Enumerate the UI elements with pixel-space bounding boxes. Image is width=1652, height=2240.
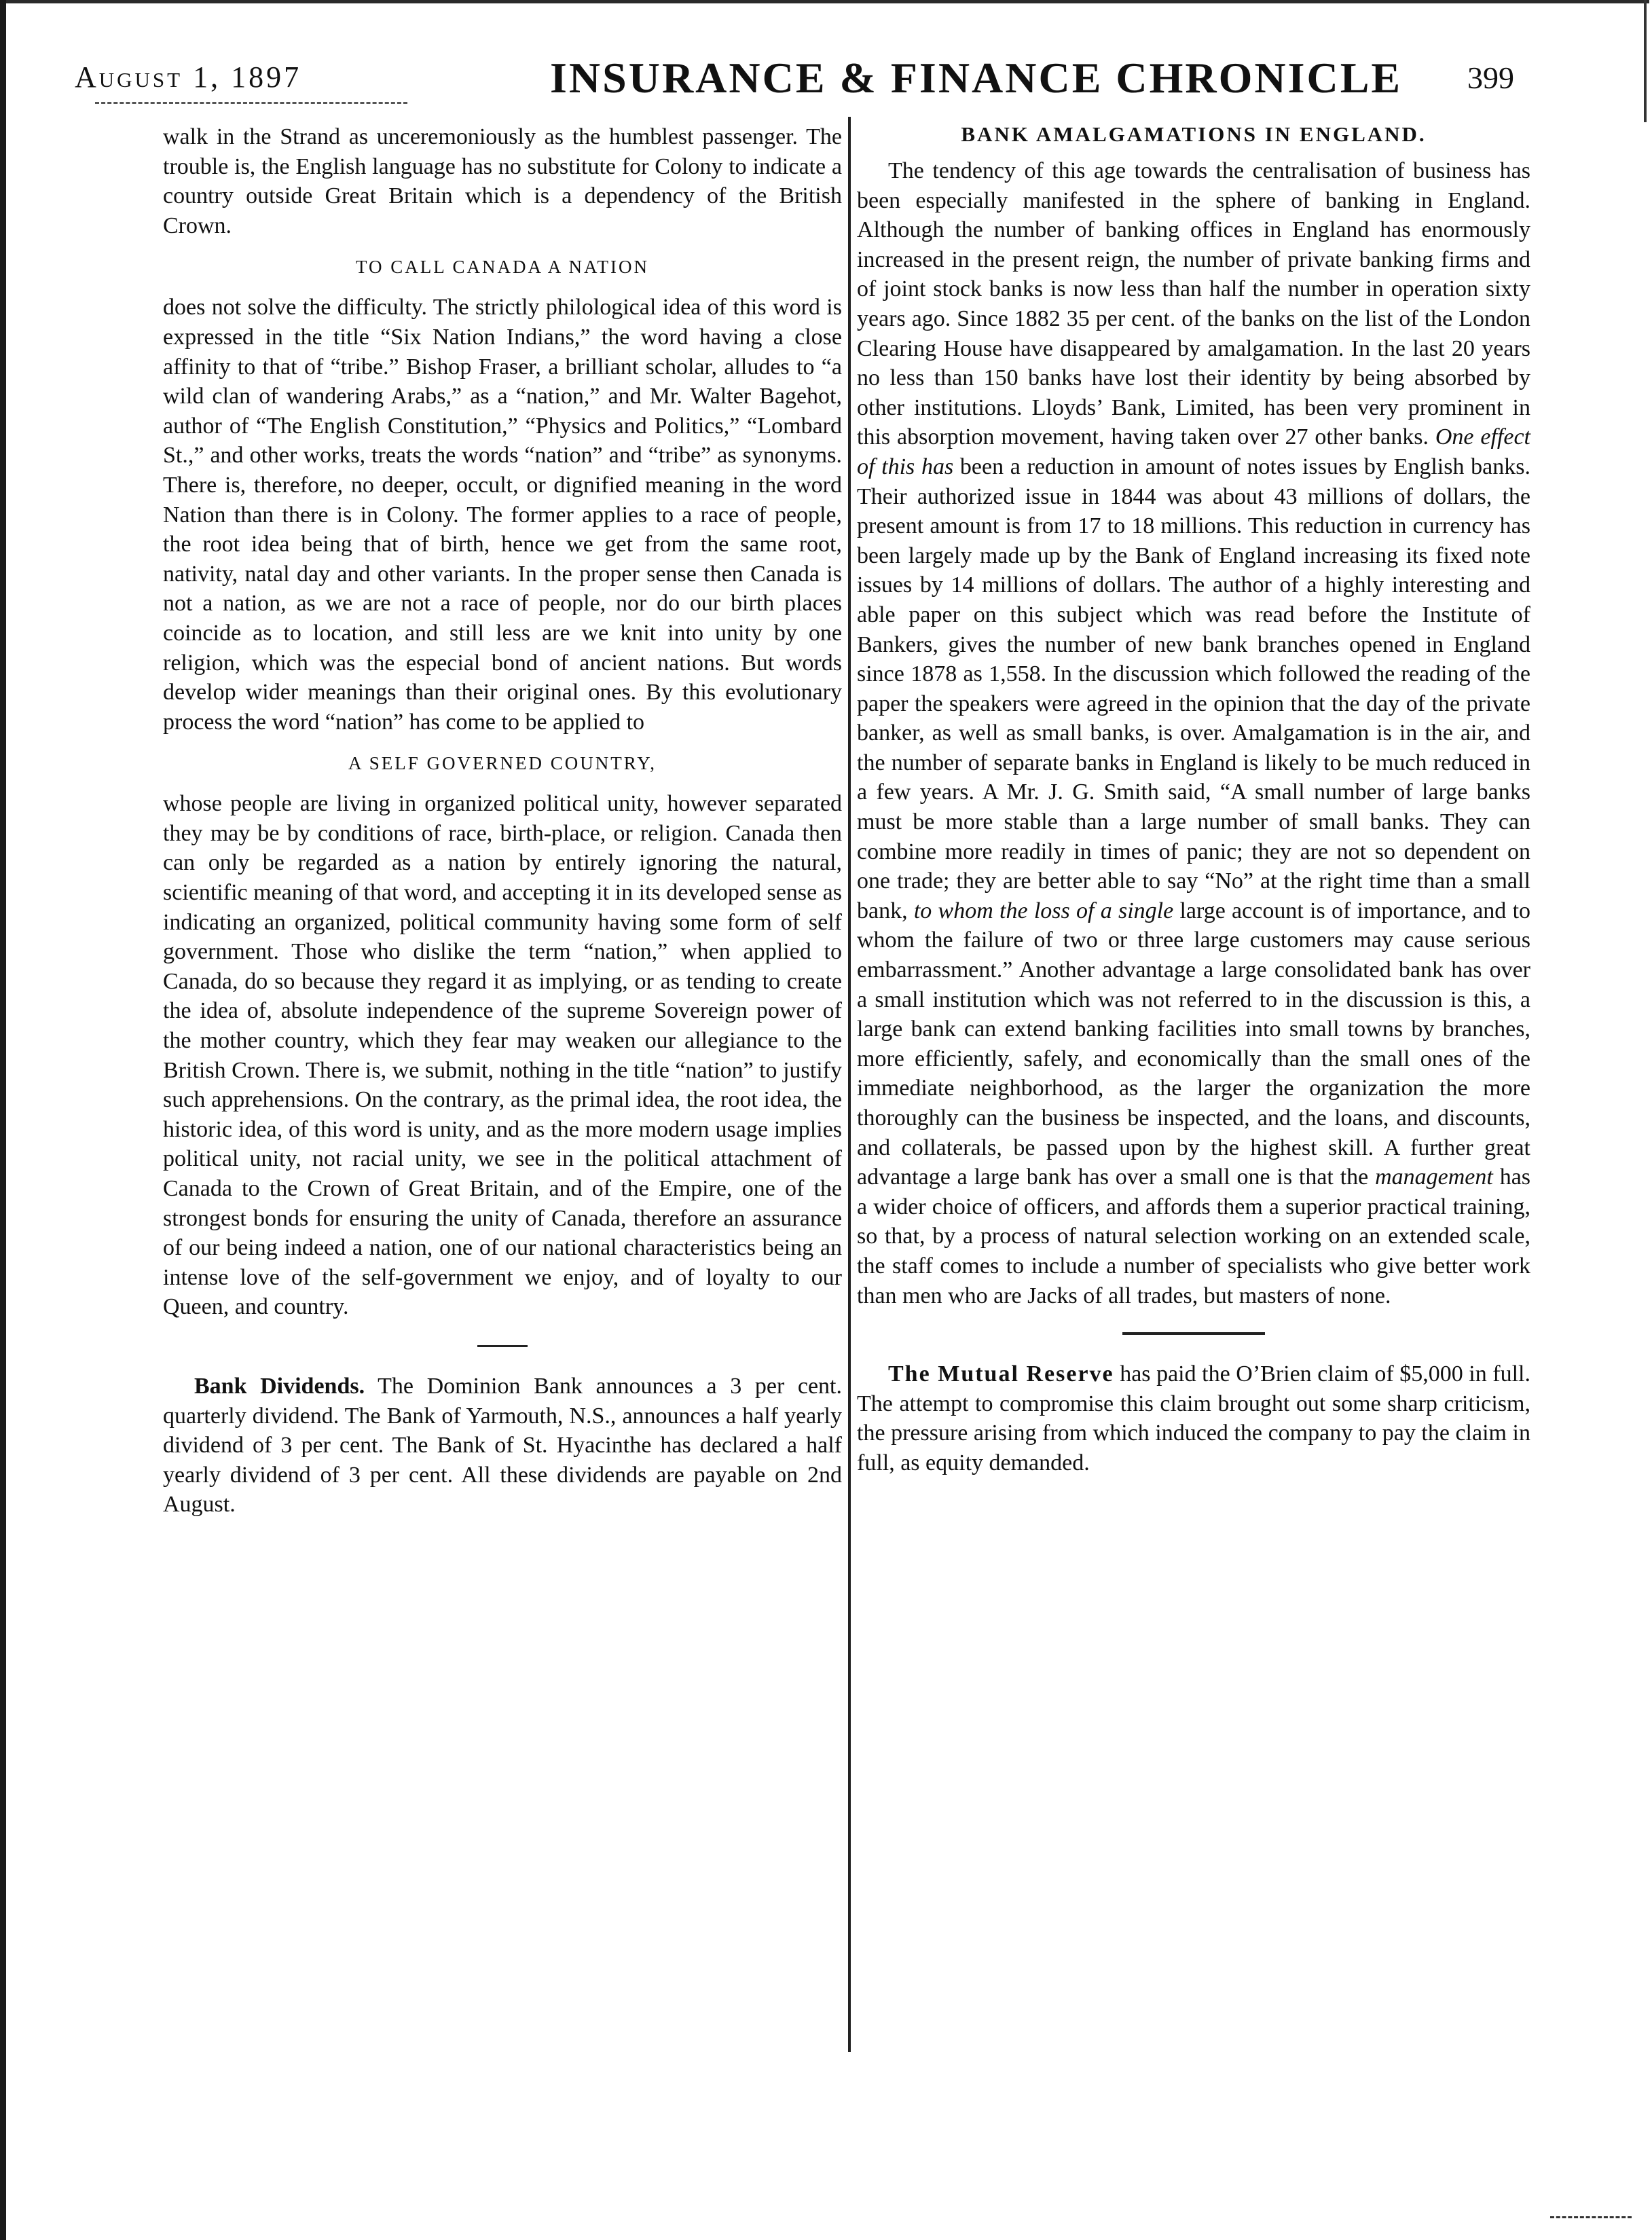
journal-title: INSURANCE & FINANCE CHRONICLE	[550, 54, 1403, 102]
section-rule-right	[1122, 1332, 1265, 1335]
subhead-self-governed: A SELF GOVERNED COUNTRY,	[348, 753, 657, 774]
scan-corner-mark	[1550, 2216, 1632, 2221]
issue-date: August 1, 1897	[75, 60, 302, 94]
nation-paragraph-3: whose people are living in organized political unity, however separated they may be by conditions of race, birth-place, or religion. Canada then can only be regarded as a nation by entirely ignoring the natural, scientific meaning of that word, and accepting it in its developed sense as indicating an organized, political community having some form of self government. Those who dislike the term “nation,” when applied to Canada, do so because they regard it as implying, or as tending to create the idea of, absolute independence of the supreme Sovereign power of the mother country, which they fear may weaken our allegiance to the British Crown. There is, we submit, nothing in the title “nation” to justify such apprehensions. On the contrary, as the primal idea, the root idea, the historic idea, of this word is unity, and as the more modern usage implies political unity, not racial unity, we see in the political attachment of Canada to the Crown of Great Britain, and of the Empire, one of the strongest bonds for ensuring the unity of Canada, therefore an assurance of our being indeed a nation, one of our national characteristics being an intense love of the self-government we enjoy, and of loyalty to our Queen, and country.	[163, 791, 842, 1320]
amalgamations-text-c: been a reduction in amount of notes issues by English banks. Their authorized issue in 1844 was about 43 millions of dollars, the present amount is from 17 to 18 millions. This reduction in currency has been largely made up by the Bank of England increasing its fixed note issues by 14 millions of dollars. The author of a highly interesting and able paper on this subject which was read before the Institute of Bankers, gives the number of new bank branches opened in England since 1878 as 1,558. In the discussion which followed the reading of the paper the speakers were agreed in the opinion that the day of the private banker, as well as small banks, is over. Amalgamation is in the air, and the number of separate banks in England is likely to be much reduced in a few years. A Mr. J. G. Smith said, “A small number of large banks must be more stable than a large number of small banks. They can combine more readily in times of panic; they are not so dependent on one trade; they are better able to say “No” at the right time than a small bank,	[857, 454, 1531, 923]
amalgamations-text-a: The tendency of this age towards the centralisation of business has been especially manifested in the sphere of banking in England. Although the number of banking offices in England has enormously increased in the present reign, the number of private banking firms and of joint stock banks is now less than half the number in operation sixty years ago. Since 1882 35 per cent. of the banks on the list of the London Clearing House have disappeared by amalgamation. In the last 20 years no less than 150 banks have lost their identity by being absorbed by other institutions. Lloyds’ Bank, Limited, has been very prominent in this absorption movement, having taken over 27 other banks.	[857, 158, 1530, 450]
amalgamations-text-g: has a wider choice of officers, and affords them a superior practical training, so that, by a process of natural selection working on an extended scale, the staff comes to include a number of specialists who give better work than men who are Jacks of all trades, but masters of none.	[857, 1164, 1531, 1308]
bank-dividends-paragraph	[163, 1372, 842, 1520]
amalgamations-italic-d: to whom the loss of a single	[913, 898, 1174, 923]
column-divider	[848, 117, 851, 2052]
section-rule	[477, 1345, 528, 1347]
amalgamations-paragraph	[857, 156, 1530, 1310]
scan-edge-top	[6, 0, 1649, 3]
bank-dividends-text: The Dominion Bank announces a 3 per cent. quarterly dividend. The Bank of Yarmouth, N.S., announces a half yearly dividend of 3 per cent. The Bank of St. Hyacinthe has declared a half yearly dividend of 3 per cent. All these dividends are payable on 2nd August.	[163, 1373, 843, 1518]
page-header	[75, 53, 1514, 100]
header-rule	[95, 102, 407, 104]
right-column	[857, 122, 1530, 1478]
nation-paragraph-2: does not solve the difficulty. The strictly philological idea of this word is expressed in the title “Six Nation Indians,” the word having a close affinity to that of “tribe.” Bishop Fraser, a brilliant scholar, alludes to “a wild clan of wandering Arabs,” as a “nation,” and Mr. Walter Bagehot, author of “The English Constitution,” “Physics and Politics,” “Lombard St.,” and other works, treats the words “nation” and “tribe” as synonyms. There is, therefore, no deeper, occult, or dignified meaning in the word Nation than there is in Colony. The former applies to a race of people, the root idea being that of birth, hence we get from the same root, nativity, natal day and other variants. In the proper sense then Canada is not a nation, as we are not a race of people, nor do our birth places coincide as to location, and still less are we knit into unity by one religion, which was the especial bond of ancient nations. But words develop wider meanings than their original ones. By this evolutionary process the word “nation” has come to be applied to	[163, 295, 842, 735]
scan-edge-right	[1644, 0, 1647, 122]
scan-edge-left	[0, 0, 6, 2240]
amalgamations-text-e: large account is of importance, and to whom the failure of two or three large customers may cause serious embarrassment.” Another advantage a large consolidated bank has over a small institution which was not referred to in the discussion is this, a large bank can extend banking facilities into small towns by branches, more efficiently, safely, and economically than the small ones of the immediate neighborhood, as the larger the organization the more thoroughly can the business be inspected, and the loans, and discounts, and collaterals, be passed upon by the highest skill. A further great advantage a large bank has over a small one is that the	[857, 898, 1531, 1190]
mutual-reserve-paragraph	[857, 1359, 1530, 1477]
amalgamations-title: BANK AMALGAMATIONS IN ENGLAND.	[961, 122, 1427, 146]
mutual-reserve-lead: The Mutual Reserve	[888, 1361, 1114, 1387]
amalgamations-italic-b: One effect of this has	[857, 424, 1530, 479]
amalgamations-italic-f: management	[1375, 1164, 1493, 1190]
page-number: 399	[1467, 60, 1514, 95]
bank-dividends-lead: Bank Dividends.	[194, 1373, 365, 1399]
nation-paragraph-1: walk in the Strand as unceremoniously as the humblest passenger. The trouble is, the English language has no substitute for Colony to indicate a country outside Great Britain which is a dependency of the British Crown.	[163, 124, 842, 238]
mutual-reserve-text: has paid the O’Brien claim of $5,000 in full. The attempt to compromise this claim brought out some sharp criticism, the pressure arising from which induced the company to pay the claim in full, as equity demanded.	[857, 1361, 1530, 1475]
subhead-canada-nation: TO CALL CANADA A NATION	[355, 257, 649, 278]
left-column	[163, 122, 842, 1520]
